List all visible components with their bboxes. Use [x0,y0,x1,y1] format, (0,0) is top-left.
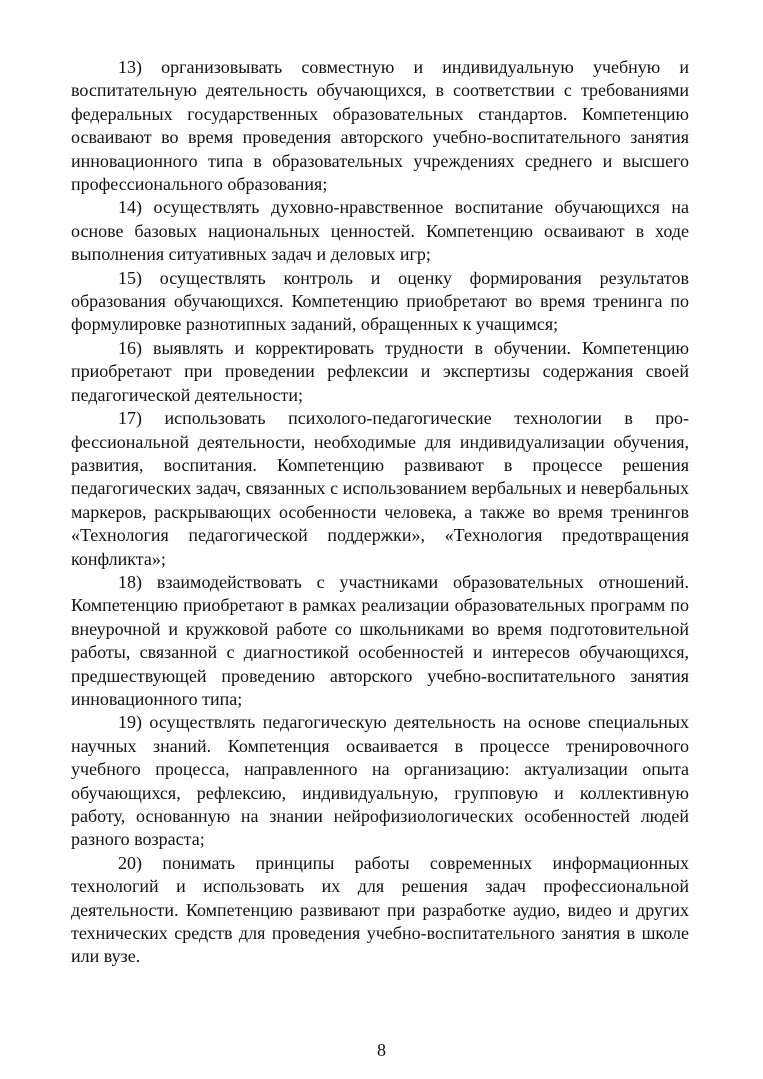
document-body [71,56,689,969]
paragraph-item-20: 20) понимать принципы работы современных информационных технологий и использовать их для решения задач профессиональной деятельности. Компетенцию развивают при разработке аудио, видео и других технических средств для проведения учебно-воспитательного занятия в школе или вузе. [71,852,689,967]
paragraph-item-14: 14) осуществлять духовно-нравственное воспитание обучающихся на основе базовых национальных ценностей. Компетенцию осваивают в ходе выполнения ситуативных задач и деловых игр; [71,197,689,265]
paragraph-item-16: 16) выявлять и корректировать трудности в обучении. Компетенцию приобретают при проведении рефлексии и экспертизы содержания своей педагогической деятельности; [71,337,689,405]
paragraph-item-19: 19) осуществлять педагогическую деятельность на основе специальных научных знаний. Компетенция осваивается в процессе тренировочного учебного процесса, направленного на организацию: актуализации опыта обучающихся, рефлексию, индивидуальную, групповую и коллективную работу, основанную на знании нейрофизиологических особенностей людей разного возраста; [71,712,689,850]
page-number: 8 [377,1040,386,1060]
paragraph-item-18: 18) взаимодействовать с участниками образовательных отношений. Компетенцию приобретают в рамках реализации образовательных программ по внеурочной и кружковой работе со школьниками во время подготовительной работы, связанной с диагностикой особенностей и интересов обучающихся, предшествующей проведению авторского учебно-воспитательного занятия инновационного типа; [71,571,689,709]
paragraph-item-13: 13) организовывать совместную и индивидуальную учебную и воспитательную деятельность обучающихся, в соответствии с требованиями федеральных государственных образовательных стандартов. Компетенцию осваивают во время проведения авторского учебно-воспитательного занятия инновационного типа в образовательных учреждениях среднего и высшего профессионального образования; [71,57,689,195]
paragraph-item-17: 17) использовать психолого-педагогические технологии в профессиональной деятельности, необходимые для индивидуализации обучения, развития, воспитания. Компетенцию развивают в процессе решения педагогических задач, связанных с использованием вербальных и невербальных маркеров, раскрывающих особенности человека, а также во время тренингов «Технология педагогической поддержки», «Технология предотвращения конфликта»; [71,408,689,569]
paragraph-item-15: 15) осуществлять контроль и оценку формирования результатов образования обучающихся. Компетенцию приобретают во время тренинга по формулировке разнотипных заданий, обращенных к учащимся; [71,267,689,335]
